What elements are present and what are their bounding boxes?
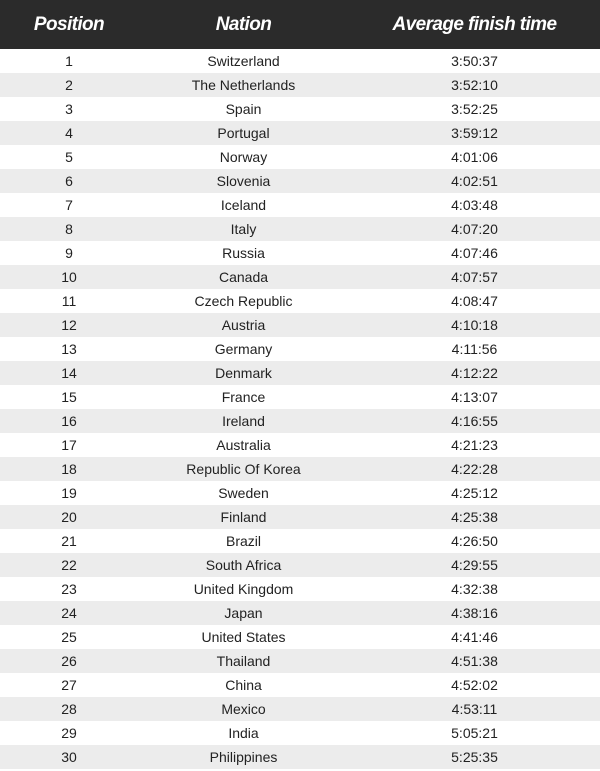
table-row — [0, 529, 600, 553]
nation-cell: Brazil — [225, 533, 261, 549]
position-cell: 5 — [65, 149, 73, 165]
position-cell: 23 — [61, 581, 77, 597]
position-cell: 6 — [65, 173, 73, 189]
nation-cell: Denmark — [215, 365, 272, 381]
table-row — [0, 745, 600, 769]
nation-cell: Canada — [218, 269, 269, 285]
average-finish-time-cell: 4:01:06 — [451, 149, 498, 165]
table-row — [0, 481, 600, 505]
nation-cell: Thailand — [216, 653, 271, 669]
position-cell: 25 — [61, 629, 77, 645]
position-cell: 4 — [65, 125, 73, 141]
average-finish-time-cell: 4:38:16 — [451, 605, 498, 621]
average-finish-time-cell: 3:52:25 — [451, 101, 498, 117]
nation-cell: France — [221, 389, 266, 405]
table-row — [0, 505, 600, 529]
table-row — [0, 73, 600, 97]
table-row — [0, 649, 600, 673]
table-row — [0, 337, 600, 361]
position-cell: 27 — [61, 677, 77, 693]
table-row — [0, 169, 600, 193]
position-cell: 14 — [61, 365, 77, 381]
nation-cell: China — [225, 677, 262, 693]
table-row — [0, 697, 600, 721]
nation-cell: Norway — [219, 149, 268, 165]
nation-cell: Iceland — [220, 197, 267, 213]
nation-cell: Spain — [225, 101, 262, 117]
nation-cell: Russia — [222, 245, 265, 261]
nation-cell: Sweden — [218, 485, 269, 501]
table-row — [0, 673, 600, 697]
average-finish-time-cell: 4:12:22 — [451, 365, 498, 381]
table-row — [0, 313, 600, 337]
position-cell: 9 — [65, 245, 73, 261]
position-cell: 18 — [61, 461, 77, 477]
nation-cell: Philippines — [209, 749, 278, 765]
position-cell: 20 — [61, 509, 77, 525]
table-row — [0, 409, 600, 433]
average-finish-time-cell: 4:26:50 — [451, 533, 498, 549]
position-cell: 2 — [65, 77, 73, 93]
nation-cell: India — [228, 725, 259, 741]
table-row — [0, 241, 600, 265]
table-row — [0, 49, 600, 73]
position-cell: 15 — [61, 389, 77, 405]
position-cell: 19 — [61, 485, 77, 501]
position-cell: 16 — [61, 413, 77, 429]
position-cell: 7 — [65, 197, 73, 213]
nation-cell: Portugal — [217, 125, 270, 141]
nation-cell: Japan — [224, 605, 263, 621]
nation-cell: Australia — [216, 437, 271, 453]
table-row — [0, 457, 600, 481]
position-cell: 12 — [61, 317, 77, 333]
average-finish-time-cell: 3:52:10 — [451, 77, 498, 93]
column-header-position: Position — [33, 13, 105, 35]
nation-cell: Austria — [221, 317, 266, 333]
average-finish-time-cell: 4:16:55 — [451, 413, 498, 429]
average-finish-time-cell: 4:25:12 — [451, 485, 498, 501]
average-finish-time-cell: 4:07:20 — [451, 221, 498, 237]
nation-cell: South Africa — [205, 557, 282, 573]
nation-cell: Mexico — [221, 701, 266, 717]
table-row — [0, 289, 600, 313]
table-row — [0, 625, 600, 649]
position-cell: 8 — [65, 221, 73, 237]
nation-cell: Switzerland — [207, 53, 280, 69]
position-cell: 28 — [61, 701, 77, 717]
table-row — [0, 265, 600, 289]
average-finish-time-cell: 4:21:23 — [451, 437, 498, 453]
position-cell: 13 — [61, 341, 77, 357]
average-finish-time-cell: 4:08:47 — [451, 293, 498, 309]
table-body — [0, 49, 600, 769]
average-finish-time-cell: 4:10:18 — [451, 317, 498, 333]
nation-cell: United States — [201, 629, 286, 645]
nation-cell: Finland — [220, 509, 267, 525]
average-finish-time-cell: 4:41:46 — [451, 629, 498, 645]
average-finish-time-cell: 4:51:38 — [451, 653, 498, 669]
average-finish-time-cell: 3:59:12 — [451, 125, 498, 141]
position-cell: 29 — [61, 725, 77, 741]
table-row — [0, 121, 600, 145]
average-finish-time-cell: 4:52:02 — [451, 677, 498, 693]
average-finish-time-cell: 4:25:38 — [451, 509, 498, 525]
average-finish-time-cell: 5:05:21 — [451, 725, 498, 741]
average-finish-time-cell: 5:25:35 — [451, 749, 498, 765]
table-row — [0, 721, 600, 745]
table-row — [0, 361, 600, 385]
nation-cell: Czech Republic — [194, 293, 293, 309]
nation-cell: United Kingdom — [193, 581, 294, 597]
position-cell: 3 — [65, 101, 73, 117]
table-row — [0, 217, 600, 241]
table-row — [0, 577, 600, 601]
average-finish-time-cell: 4:13:07 — [451, 389, 498, 405]
table-row — [0, 601, 600, 625]
column-header-average-finish-time: Average finish time — [392, 13, 557, 35]
position-cell: 21 — [61, 533, 77, 549]
position-cell: 26 — [61, 653, 77, 669]
average-finish-time-cell: 4:32:38 — [451, 581, 498, 597]
column-header-nation: Nation — [215, 13, 272, 35]
position-cell: 1 — [65, 53, 73, 69]
table-row — [0, 385, 600, 409]
average-finish-time-cell: 4:29:55 — [451, 557, 498, 573]
nation-cell: Ireland — [222, 413, 265, 429]
table-header — [0, 0, 600, 49]
average-finish-time-cell: 4:11:56 — [451, 341, 498, 357]
table-row — [0, 97, 600, 121]
average-finish-time-cell: 3:50:37 — [451, 53, 498, 69]
position-cell: 11 — [61, 293, 77, 309]
nation-cell: Italy — [230, 221, 257, 237]
table-row — [0, 193, 600, 217]
table-row — [0, 553, 600, 577]
average-finish-time-cell: 4:07:46 — [451, 245, 498, 261]
average-finish-time-cell: 4:53:11 — [451, 701, 498, 717]
position-cell: 24 — [61, 605, 77, 621]
average-finish-time-cell: 4:07:57 — [451, 269, 498, 285]
nation-cell: Slovenia — [216, 173, 271, 189]
nation-cell: Republic Of Korea — [186, 461, 301, 477]
header-row — [0, 0, 600, 49]
average-finish-time-cell: 4:22:28 — [451, 461, 498, 477]
position-cell: 10 — [61, 269, 77, 285]
position-cell: 30 — [61, 749, 77, 765]
table-row — [0, 433, 600, 457]
table-row — [0, 145, 600, 169]
position-cell: 22 — [61, 557, 77, 573]
nation-cell: The Netherlands — [191, 77, 296, 93]
average-finish-time-cell: 4:02:51 — [451, 173, 498, 189]
nation-cell: Germany — [214, 341, 273, 357]
average-finish-time-cell: 4:03:48 — [451, 197, 498, 213]
position-cell: 17 — [61, 437, 77, 453]
